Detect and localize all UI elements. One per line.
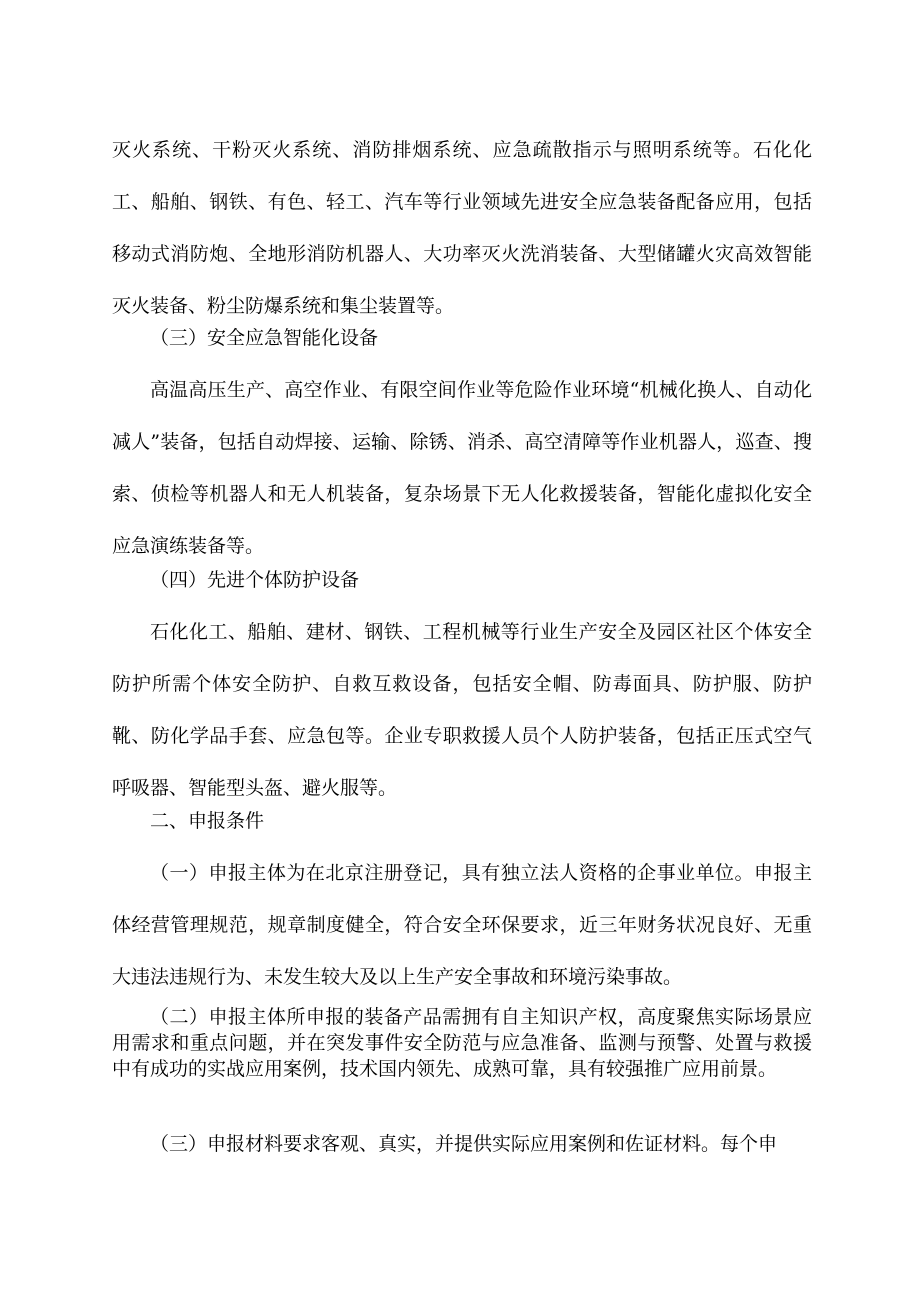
paragraph-condition-1: （一）申报主体为在北京注册登记，具有独立法人资格的企事业单位。申报主体经营管理规范，规章制度健全，符合安全环保要求，近三年财务状况良好、无重大违法违规行为、未发生较大及以上生产安全事故和环境污染事故。 bbox=[112, 862, 812, 988]
heading-section-3: （三）安全应急智能化设备 bbox=[150, 327, 379, 349]
paragraph-condition-2: （二）申报主体所申报的装备产品需拥有自主知识产权，高度聚焦实际场景应用需求和重点问题，并在突发事件安全防范与应急准备、监测与预警、处置与救援中有成功的实战应用案例，技术国内领先、成熟可靠，具有较强推广应用前景。 bbox=[112, 1006, 812, 1080]
paragraph-continuation: 灭火系统、干粉灭火系统、消防排烟系统、应急疏散指示与照明系统等。石化化工、船舶、钢铁、有色、轻工、汽车等行业领域先进安全应急装备配备应用，包括移动式消防炮、全地形消防机器人、大功率灭火洗消装备、大型储罐火灾高效智能灭火装备、粉尘防爆系统和集尘装置等。 bbox=[112, 139, 812, 317]
paragraph-section-3: 高温高压生产、高空作业、有限空间作业等危险作业环境“机械化换人、自动化减人”装备，包括自动焊接、运输、除锈、消杀、高空清障等作业机器人，巡查、搜索、侦检等机器人和无人机装备，复杂场景下无人化救援装备，智能化虚拟化安全应急演练装备等。 bbox=[112, 379, 812, 557]
paragraph-section-4: 石化化工、船舶、建材、钢铁、工程机械等行业生产安全及园区社区个体安全防护所需个体安全防护、自救互救设备，包括安全帽、防毒面具、防护服、防护靴、防化学品手套、应急包等。企业专职救援人员个人防护装备，包括正压式空气呼吸器、智能型头盔、避火服等。 bbox=[112, 621, 812, 799]
heading-section-4: （四）先进个体防护设备 bbox=[150, 569, 360, 591]
heading-application-conditions: 二、申报条件 bbox=[150, 810, 265, 832]
paragraph-condition-3: （三）申报材料要求客观、真实，并提供实际应用案例和佐证材料。每个申 bbox=[150, 1133, 778, 1155]
